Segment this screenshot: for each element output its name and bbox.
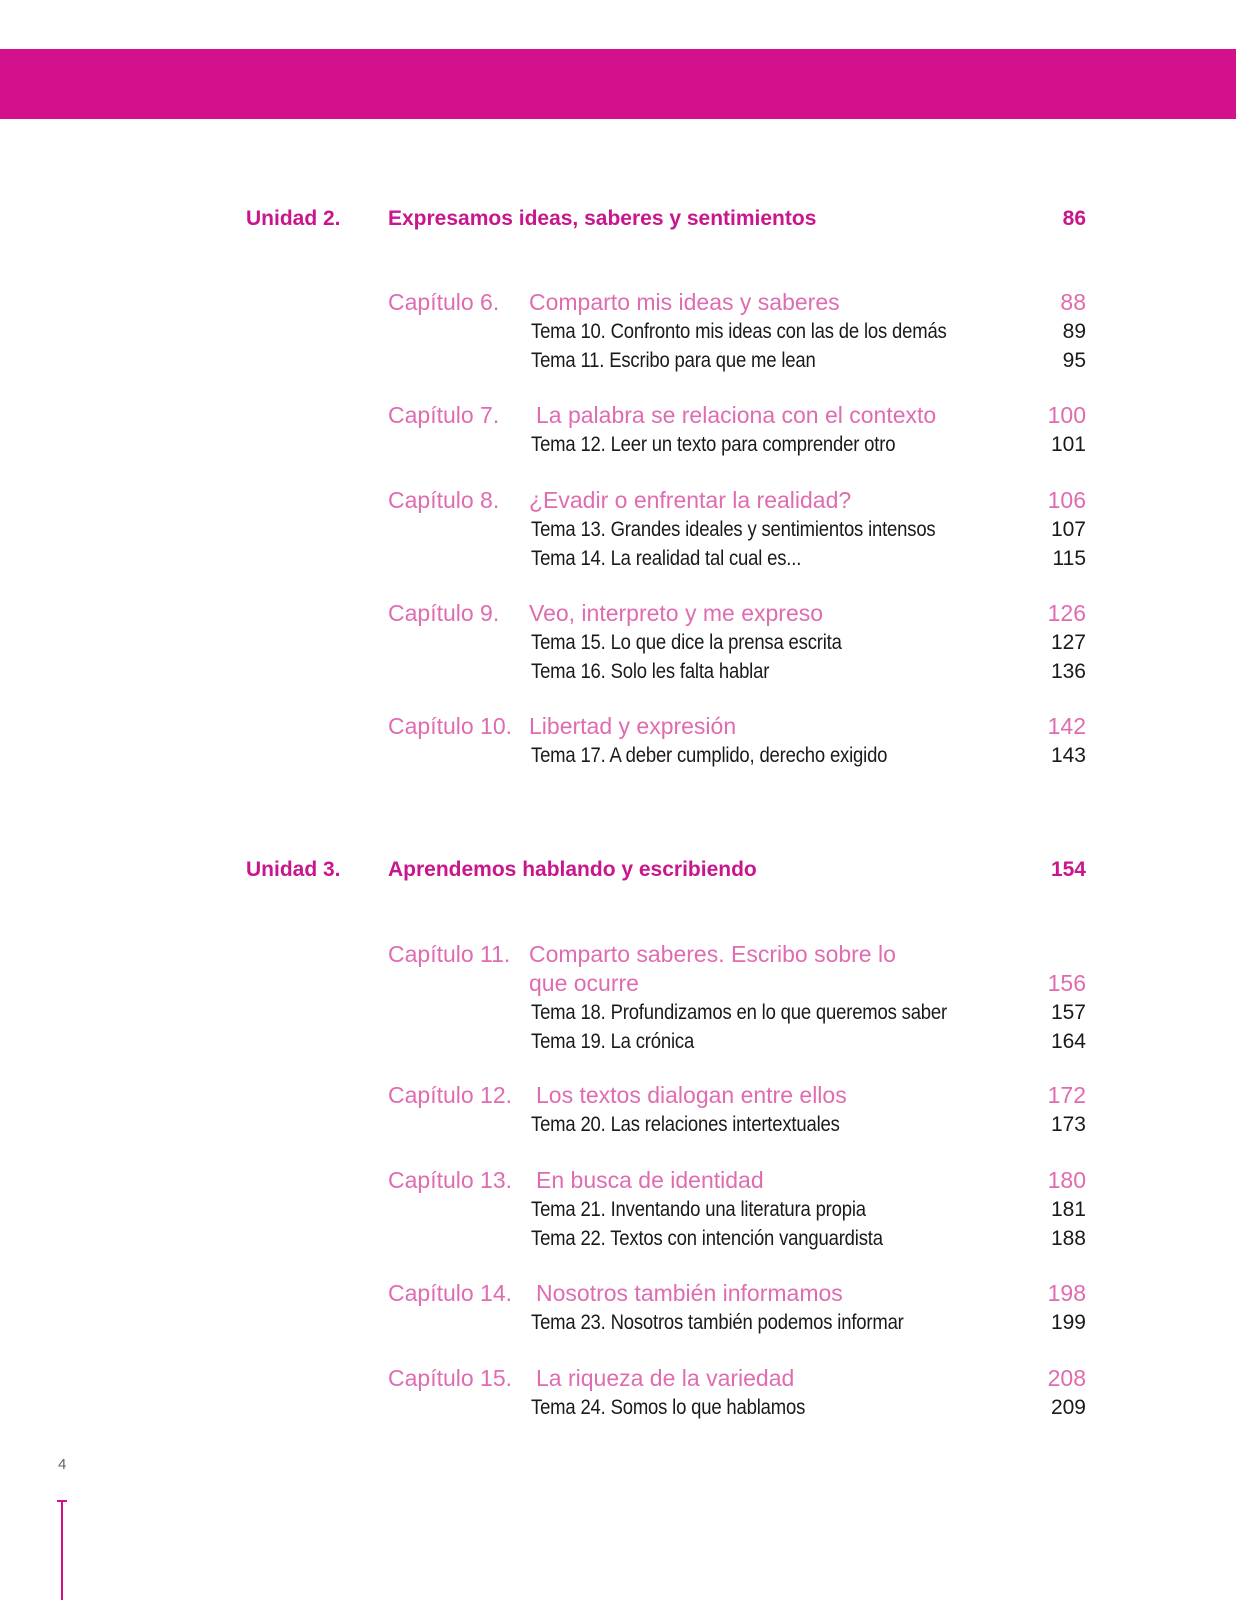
tema-page-number: 164 — [1050, 1030, 1086, 1053]
chapter-title: Comparto mis ideas y saberes — [529, 289, 840, 315]
chapter-title: Nosotros también informamos — [536, 1280, 843, 1306]
unit-3-heading[interactable] — [0, 858, 1236, 888]
tema-page-number: 181 — [1050, 1198, 1086, 1221]
tema-page-number: 95 — [1062, 349, 1086, 372]
chapter-label: Capítulo 13. — [388, 1167, 513, 1193]
tema-title: Tema 14. La realidad tal cual es... — [531, 547, 802, 570]
tema-page-number: 89 — [1062, 320, 1086, 343]
unit-2-heading[interactable] — [0, 207, 1236, 237]
unit-label: Unidad 3. — [246, 858, 341, 881]
chapter-label: Capítulo 9. — [388, 600, 500, 626]
chapter-page-number: 126 — [1047, 600, 1086, 626]
tema-title: Tema 23. Nosotros también podemos informar — [531, 1311, 904, 1334]
margin-line — [61, 1500, 63, 1600]
unit-label: Unidad 2. — [246, 207, 341, 230]
tema-title: Tema 10. Confronto mis ideas con las de los demás — [531, 320, 947, 343]
tema-page-number: 107 — [1050, 518, 1086, 541]
chapter-label: Capítulo 15. — [388, 1365, 513, 1391]
tema-title: Tema 21. Inventando una literatura propia — [531, 1198, 866, 1221]
chapter-label: Capítulo 12. — [388, 1082, 513, 1108]
chapter-title: Comparto saberes. Escribo sobre lo — [529, 941, 896, 967]
chapter-label: Capítulo 8. — [388, 487, 500, 513]
unit-title: Expresamos ideas, saberes y sentimientos — [388, 207, 817, 230]
chapter-page-number: 156 — [1047, 970, 1086, 996]
tema-page-number: 115 — [1052, 547, 1086, 570]
chapter-page-number: 88 — [1060, 289, 1086, 315]
tema-page-number: 127 — [1050, 631, 1086, 654]
chapter-title: La palabra se relaciona con el contexto — [536, 402, 937, 428]
chapter-label: Capítulo 14. — [388, 1280, 513, 1306]
tema-title: Tema 17. A deber cumplido, derecho exigido — [531, 744, 888, 767]
chapter-label: Capítulo 6. — [388, 289, 500, 315]
tema-title: Tema 20. Las relaciones intertextuales — [531, 1113, 840, 1136]
chapter-page-number: 142 — [1047, 713, 1086, 739]
unit-page-number: 86 — [1062, 207, 1086, 230]
tema-title: Tema 11. Escribo para que me lean — [531, 349, 816, 372]
header-band — [0, 49, 1236, 119]
tema-page-number: 199 — [1050, 1311, 1086, 1334]
chapter-label: Capítulo 11. — [388, 941, 511, 967]
chapter-title: ¿Evadir o enfrentar la realidad? — [529, 487, 852, 513]
unit-title: Aprendemos hablando y escribiendo — [388, 858, 757, 881]
chapter-page-number: 172 — [1047, 1082, 1086, 1108]
chapter-title-continuation: que ocurre — [529, 970, 639, 996]
chapter-page-number: 198 — [1047, 1280, 1086, 1306]
tema-title: Tema 18. Profundizamos en lo que queremos saber — [531, 1001, 947, 1024]
tema-page-number: 209 — [1050, 1396, 1086, 1419]
tema-title: Tema 13. Grandes ideales y sentimientos intensos — [531, 518, 936, 541]
chapter-title: Veo, interpreto y me expreso — [529, 600, 824, 626]
page-number: 4 — [58, 1456, 67, 1473]
chapter-title: La riqueza de la variedad — [536, 1365, 795, 1391]
tema-title: Tema 16. Solo les falta hablar — [531, 660, 770, 683]
tema-title: Tema 22. Textos con intención vanguardista — [531, 1227, 883, 1250]
tema-page-number: 157 — [1050, 1001, 1086, 1024]
tema-title: Tema 12. Leer un texto para comprender otro — [531, 433, 896, 456]
tema-page-number: 188 — [1050, 1227, 1086, 1250]
chapter-label: Capítulo 7. — [388, 402, 500, 428]
tema-title: Tema 24. Somos lo que hablamos — [531, 1396, 806, 1419]
chapter-title: Los textos dialogan entre ellos — [536, 1082, 847, 1108]
tema-page-number: 173 — [1050, 1113, 1086, 1136]
tema-title: Tema 15. Lo que dice la prensa escrita — [531, 631, 842, 654]
chapter-page-number: 180 — [1047, 1167, 1086, 1193]
chapter-page-number: 208 — [1047, 1365, 1086, 1391]
chapter-title: Libertad y expresión — [529, 713, 737, 739]
chapter-page-number: 106 — [1047, 487, 1086, 513]
tema-page-number: 101 — [1050, 433, 1086, 456]
chapter-label: Capítulo 10. — [388, 713, 513, 739]
tema-page-number: 136 — [1050, 660, 1086, 683]
chapter-title: En busca de identidad — [536, 1167, 764, 1193]
tema-title: Tema 19. La crónica — [531, 1030, 695, 1053]
chapter-page-number: 100 — [1047, 402, 1086, 428]
tema-page-number: 143 — [1050, 744, 1086, 767]
unit-page-number: 154 — [1050, 858, 1086, 881]
